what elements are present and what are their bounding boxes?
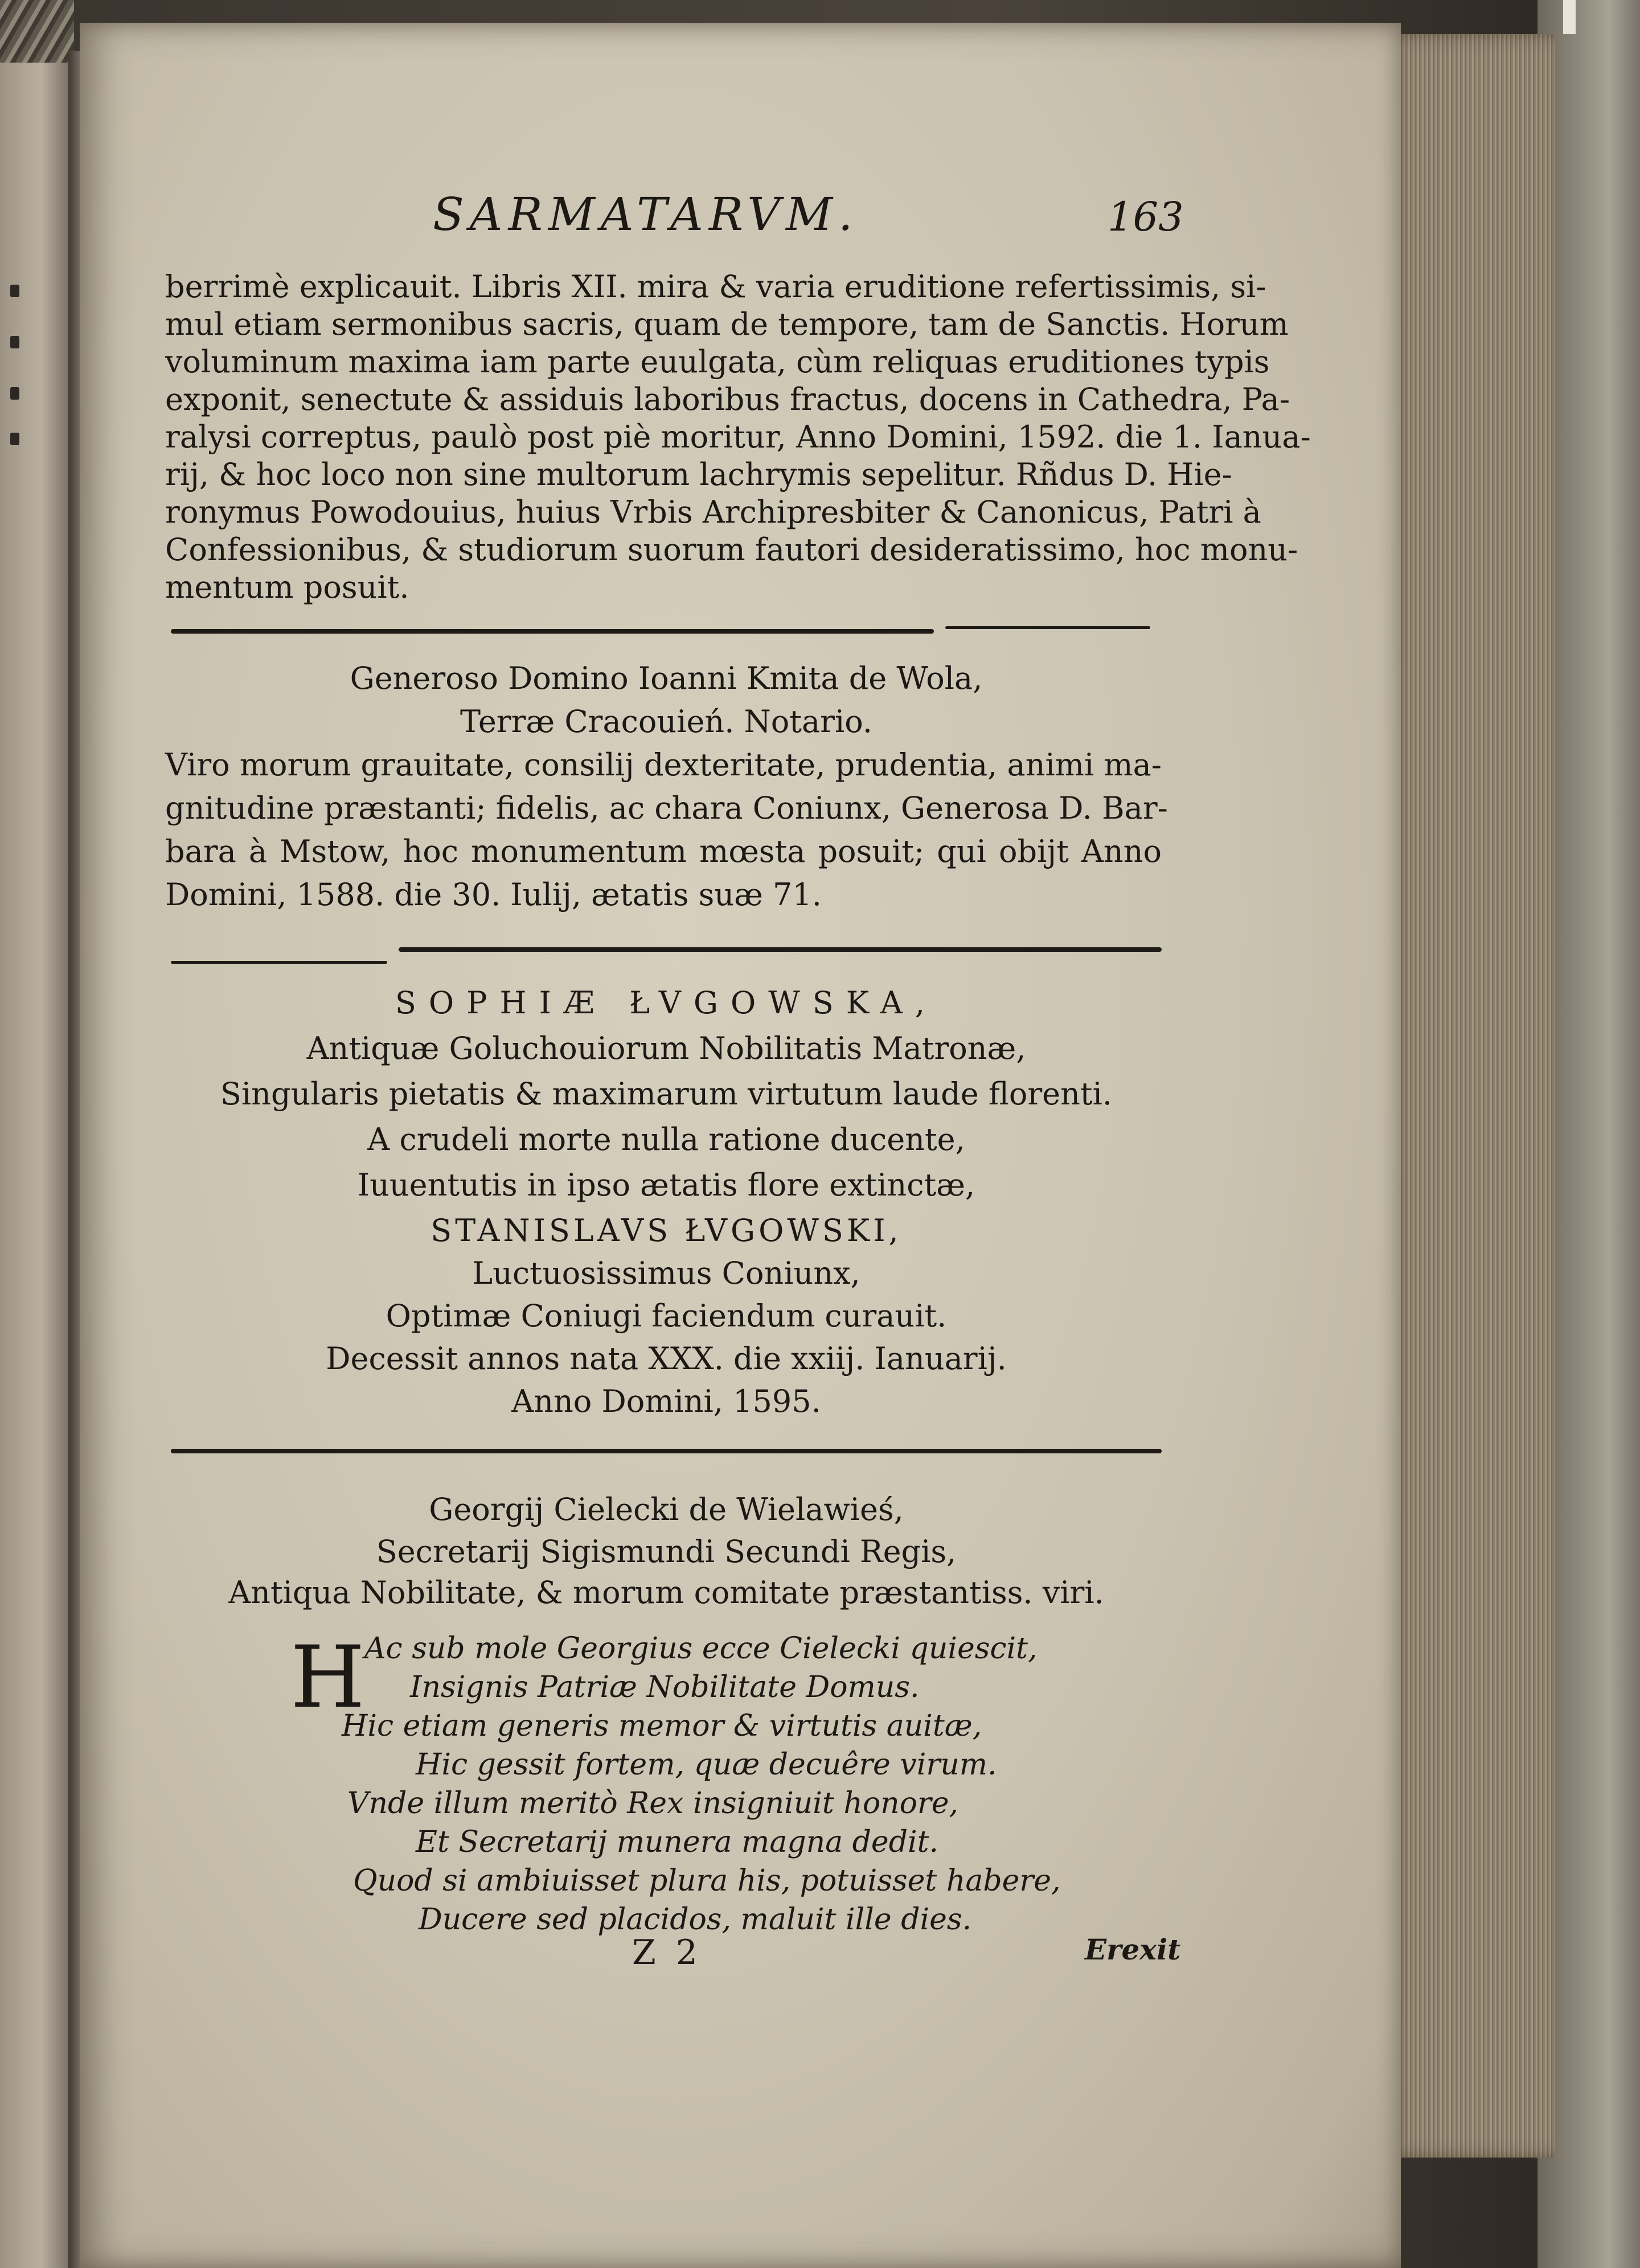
epitaph-line: Viro morum grauitate, consilij dexteritate, prudentia, animi ma- xyxy=(165,747,1162,783)
paragraph-line: exponit, senectute & assiduis laboribus fractus, docens in Cathedra, Pa- xyxy=(165,381,1290,417)
verse-line: Et Secretarij munera magna dedit. xyxy=(416,1825,939,1859)
epitaph-line: Optimæ Coniugi faciendum curauit. xyxy=(386,1298,947,1334)
epitaph-date: Anno Domini, 1595. xyxy=(511,1383,821,1419)
running-head: SARMATARVM. xyxy=(433,188,859,241)
epitaph-heading: Georgij Cielecki de Wielawieś, xyxy=(429,1492,904,1527)
paragraph-line: ralysi correptus, paulò post piè moritur, Anno Domini, 1592. die 1. Ianua- xyxy=(165,419,1311,455)
epitaph-heading: Secretarij Sigismundi Secundi Regis, xyxy=(376,1534,957,1569)
page-number: 163 xyxy=(1108,194,1184,240)
verse-line: Hic etiam generis memor & virtutis auitæ, xyxy=(342,1709,982,1743)
epitaph-line: Antiquæ Goluchouiorum Nobilitatis Matronæ, xyxy=(306,1030,1026,1066)
paragraph-line: berrimè explicauit. Libris XII. mira & varia eruditione refertissimis, si- xyxy=(165,269,1266,305)
paragraph-line: mul etiam sermonibus sacris, quam de tempore, tam de Sanctis. Horum xyxy=(165,306,1289,342)
epitaph-line: Domini, 1588. die 30. Iulij, ætatis suæ 71. xyxy=(165,877,822,913)
paragraph-line: ronymus Powodouius, huius Vrbis Archipresbiter & Canonicus, Patri à xyxy=(165,494,1261,530)
paragraph-line: voluminum maxima iam parte euulgata, cùm reliquas eruditiones typis xyxy=(165,344,1270,380)
left-page-ink-mark xyxy=(10,285,19,297)
epitaph-line: gnitudine præstanti; fidelis, ac chara Coniunx, Generosa D. Bar- xyxy=(165,790,1168,826)
left-page-edge xyxy=(0,63,74,2268)
epitaph-line: bara à Mstow, hoc monumentum mœsta posuit; qui obijt Anno xyxy=(165,833,1162,869)
section-rule xyxy=(945,626,1150,629)
paragraph-line: mentum posuit. xyxy=(165,569,409,605)
verse-line: Hic gessit fortem, quæ decuêre virum. xyxy=(416,1748,997,1782)
paragraph-line: rij, & hoc loco non sine multorum lachrymis sepelitur. Rñdus D. Hie- xyxy=(165,457,1232,492)
epitaph-line: Singularis pietatis & maximarum virtutum laude florenti. xyxy=(220,1076,1113,1112)
binding-thread xyxy=(0,0,74,63)
fore-edge-pages xyxy=(1384,34,1555,2158)
left-page-ink-mark xyxy=(10,433,19,445)
section-rule xyxy=(171,961,387,964)
catchword: Erexit xyxy=(1085,1933,1181,1966)
epitaph-heading: Terræ Cracouień. Notario. xyxy=(460,704,872,739)
verse-line: Ac sub mole Georgius ecce Cielecki quiescit, xyxy=(364,1632,1038,1666)
epitaph-heading: Generoso Domino Ioanni Kmita de Wola, xyxy=(350,660,983,696)
epitaph-line: Decessit annos nata XXX. die xxiij. Ianuarij. xyxy=(326,1341,1007,1377)
verse-line: Insignis Patriæ Nobilitate Domus. xyxy=(410,1670,920,1704)
epitaph-line: A crudeli morte nulla ratione ducente, xyxy=(367,1121,965,1157)
drop-capital: H xyxy=(290,1628,365,1727)
verse-line: Quod si ambiuisset plura his, potuisset habere, xyxy=(353,1864,1061,1898)
epitaph-title: SOPHIÆ ŁVGOWSKA, xyxy=(395,985,938,1021)
epitaph-name: STANISLAVS ŁVGOWSKI, xyxy=(430,1213,902,1248)
section-rule xyxy=(399,947,1162,952)
section-rule xyxy=(171,1449,1162,1453)
left-page-ink-mark xyxy=(10,336,19,348)
paragraph-line: Confessionibus, & studiorum suorum fautori desideratissimo, hoc monu- xyxy=(165,532,1298,568)
cover-tab xyxy=(1563,0,1576,34)
epitaph-heading: Antiqua Nobilitate, & morum comitate præstantiss. viri. xyxy=(228,1575,1104,1610)
epitaph-line: Iuuentutis in ipso ætatis flore extinctæ, xyxy=(357,1167,975,1203)
left-page-ink-mark xyxy=(10,387,19,400)
verse-line: Ducere sed placidos, maluit ille dies. xyxy=(419,1903,972,1937)
section-rule xyxy=(171,629,934,634)
signature-mark: Z 2 xyxy=(632,1933,702,1973)
epitaph-line: Luctuosissimus Coniunx, xyxy=(472,1255,860,1291)
verse-line: Vnde illum meritò Rex insigniuit honore, xyxy=(347,1786,959,1821)
